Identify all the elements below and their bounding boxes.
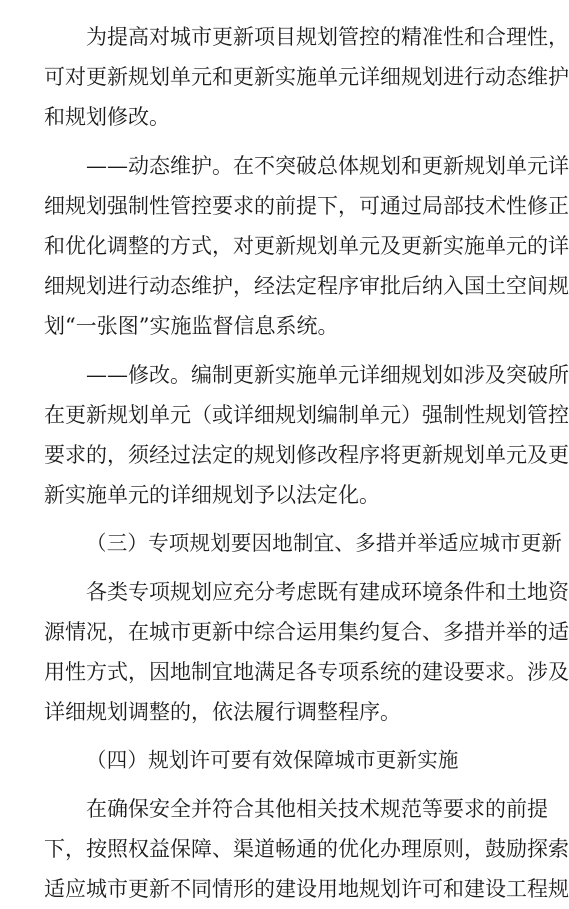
text-line: 源情况，在城市更新中综合运用集约复合、多措并举的适 — [44, 620, 569, 644]
text-line: 划“一张图”实施监督信息系统。 — [44, 314, 339, 338]
text-line: 细规划强制性管控要求的前提下，可通过局部技术性修正 — [44, 194, 569, 218]
section-heading: （四）规划许可要有效保障城市更新实施 — [86, 748, 459, 772]
text-line: 细规划进行动态维护，经法定程序审批后纳入国土空间规 — [44, 274, 569, 298]
text-line: ——修改。编制更新实施单元详细规划如涉及突破所 — [86, 363, 569, 387]
text-line: 适应城市更新不同情形的建设用地规划许可和建设工程规 — [44, 877, 569, 901]
text-line: 和规划修改。 — [44, 105, 170, 129]
text-line: 在更新规划单元（或详细规划编制单元）强制性规划管控 — [44, 403, 569, 427]
text-line: 各类专项规划应充分考虑既有建成环境条件和土地资 — [86, 580, 569, 604]
text-line: ——动态维护。在不突破总体规划和更新规划单元详 — [86, 154, 569, 178]
text-line: 新实施单元的详细规划予以法定化。 — [44, 483, 380, 507]
text-line: 可对更新规划单元和更新实施单元详细规划进行动态维护 — [44, 65, 569, 89]
section-heading: （三）专项规划要因地制宜、多措并举适应城市更新 — [86, 531, 563, 555]
text-line: 详细规划调整的，依法履行调整程序。 — [44, 700, 401, 724]
text-line: 在确保安全并符合其他相关技术规范等要求的前提 — [86, 797, 548, 821]
text-line: 为提高对城市更新项目规划管控的精准性和合理性， — [86, 25, 569, 49]
text-line: 和优化调整的方式，对更新规划单元及更新实施单元的详 — [44, 234, 569, 258]
text-line: 要求的，须经过法定的规划修改程序将更新规划单元及更 — [44, 443, 569, 467]
text-line: 下，按照权益保障、渠道畅通的优化办理原则，鼓励探索 — [44, 837, 569, 861]
text-line: 用性方式，因地制宜地满足各专项系统的建设要求。涉及 — [44, 660, 569, 684]
